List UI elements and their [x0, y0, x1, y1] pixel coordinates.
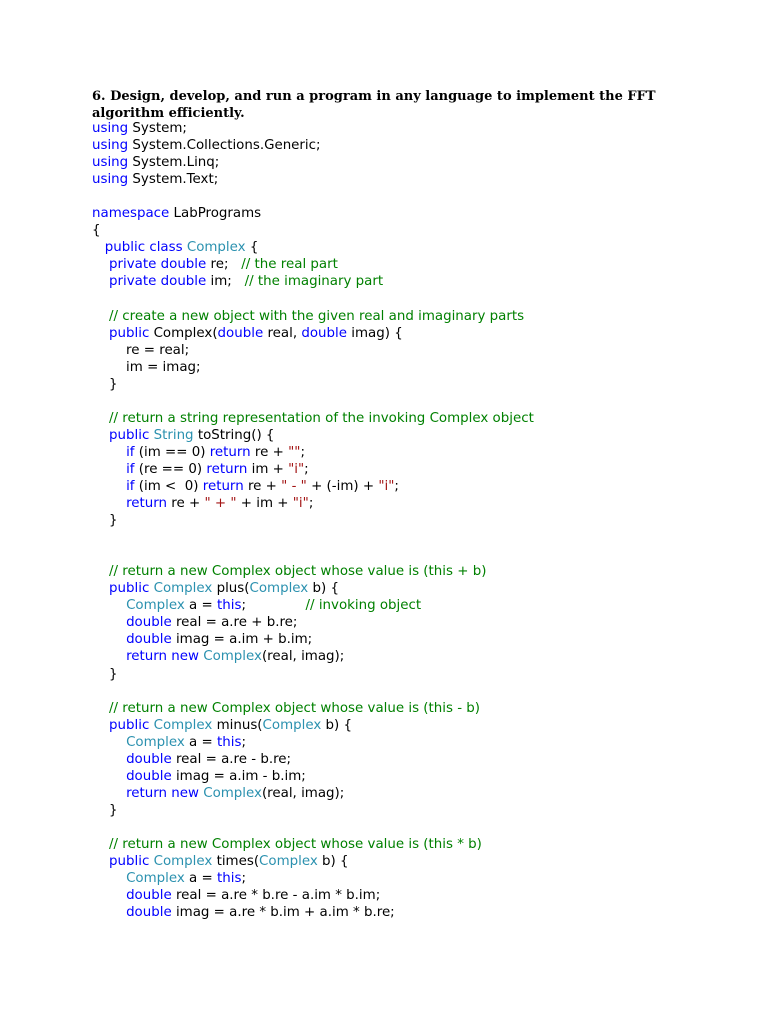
code-type: Complex	[249, 581, 309, 597]
code-text	[92, 718, 109, 733]
code-keyword: return	[209, 444, 251, 460]
code-keyword: this	[217, 871, 242, 887]
code-text	[92, 888, 126, 903]
code-keyword: public class	[104, 240, 183, 256]
code-text: imag = a.re * b.im + a.im * b.re;	[171, 905, 395, 921]
code-text	[92, 752, 126, 767]
code-line	[92, 410, 534, 427]
code-line	[92, 188, 534, 205]
code-text	[92, 581, 109, 596]
code-line	[92, 222, 534, 239]
code-text: minus(	[212, 717, 263, 733]
code-keyword: if	[126, 461, 135, 477]
code-line	[92, 853, 534, 870]
code-line	[92, 359, 534, 376]
code-line	[92, 427, 534, 444]
code-line	[92, 529, 534, 546]
code-line	[92, 785, 534, 802]
code-text	[92, 274, 109, 289]
code-line	[92, 171, 534, 188]
code-text	[92, 905, 126, 920]
code-line	[92, 768, 534, 785]
code-text: re +	[243, 478, 282, 494]
code-text: Complex(	[149, 325, 218, 341]
code-line	[92, 700, 534, 717]
code-text	[92, 786, 126, 801]
code-line	[92, 325, 534, 342]
code-text: toString() {	[193, 427, 275, 443]
code-type: Complex	[153, 581, 213, 597]
code-line	[92, 717, 534, 734]
code-keyword: using	[92, 172, 129, 188]
code-keyword: public	[109, 427, 150, 443]
code-text	[92, 649, 126, 664]
code-text	[92, 615, 126, 630]
code-text: ;	[241, 598, 306, 614]
code-text	[92, 769, 126, 784]
code-comment: // create a new object with the given real and imaginary parts	[109, 308, 525, 324]
code-line	[92, 137, 534, 154]
code-text	[92, 257, 109, 272]
code-line	[92, 308, 534, 325]
code-text: real = a.re * b.re - a.im * b.im;	[171, 888, 381, 904]
code-comment: // the real part	[241, 257, 338, 273]
code-keyword: if	[126, 478, 135, 494]
code-text: ;	[241, 734, 246, 750]
code-keyword: double	[126, 632, 172, 648]
code-line	[92, 887, 534, 904]
code-text: ;	[241, 871, 246, 887]
code-text: + (-im) +	[306, 478, 379, 494]
code-line	[92, 819, 534, 836]
code-line	[92, 734, 534, 751]
code-text: plus(	[212, 581, 250, 597]
code-text	[92, 564, 109, 579]
code-line	[92, 478, 534, 495]
code-text: }	[92, 802, 118, 818]
code-text: System.Text;	[128, 172, 219, 188]
code-line	[92, 444, 534, 461]
code-type: Complex	[203, 785, 262, 801]
code-text	[92, 411, 109, 426]
code-text	[92, 632, 126, 647]
code-text: + im +	[236, 496, 293, 512]
code-type: Complex	[259, 854, 318, 870]
code-text: ;	[394, 478, 399, 494]
code-keyword: double	[126, 888, 172, 904]
code-line	[92, 256, 534, 273]
code-text: im;	[206, 274, 245, 290]
code-text: }	[92, 666, 118, 682]
code-line	[92, 904, 534, 921]
code-text: imag) {	[346, 325, 403, 341]
code-line	[92, 273, 534, 290]
code-line	[92, 614, 534, 631]
code-keyword: public	[109, 581, 150, 597]
code-text: imag = a.im - b.im;	[171, 768, 306, 784]
code-text	[92, 309, 109, 324]
code-keyword: this	[217, 734, 242, 750]
code-line	[92, 648, 534, 665]
code-text: {	[92, 223, 101, 239]
code-keyword: double	[126, 615, 172, 631]
code-type: Complex	[126, 734, 185, 750]
code-text	[92, 598, 126, 613]
code-type: Complex	[153, 854, 213, 870]
code-line	[92, 580, 534, 597]
code-line	[92, 751, 534, 768]
code-keyword: private double	[109, 274, 207, 290]
code-line	[92, 597, 534, 614]
code-comment: // return a new Complex object whose value is (this * b)	[109, 836, 482, 852]
code-string: "i"	[288, 461, 305, 477]
code-string: " - "	[281, 478, 307, 494]
code-type: Complex	[203, 649, 262, 665]
code-comment: // return a new Complex object whose value is (this - b)	[109, 700, 481, 716]
code-keyword: return new	[126, 785, 199, 801]
code-type: Complex	[262, 717, 322, 733]
code-type: String	[153, 427, 194, 443]
code-text: System.Linq;	[128, 155, 220, 171]
code-line	[92, 290, 534, 307]
code-text	[92, 701, 109, 716]
code-type: Complex	[126, 871, 185, 887]
code-line	[92, 461, 534, 478]
code-string: "i"	[292, 496, 309, 512]
code-text: ;	[308, 496, 314, 512]
code-text: {	[245, 240, 259, 256]
code-keyword: double	[126, 768, 172, 784]
code-line	[92, 495, 534, 512]
code-text: im = imag;	[92, 359, 201, 375]
code-text: b) {	[317, 854, 349, 870]
code-text	[92, 462, 126, 477]
code-text: a =	[184, 734, 217, 750]
code-keyword: if	[126, 444, 135, 460]
code-text	[92, 326, 109, 341]
code-keyword: public	[109, 854, 150, 870]
code-keyword: return	[202, 478, 244, 494]
code-keyword: double	[217, 325, 264, 341]
code-text: real = a.re - b.re;	[171, 751, 292, 767]
code-text: b) {	[308, 581, 339, 597]
code-text: b) {	[321, 717, 353, 733]
code-text: }	[92, 513, 118, 529]
code-keyword: public	[109, 717, 150, 733]
code-text: System.Collections.Generic;	[128, 138, 321, 154]
code-line	[92, 563, 534, 580]
code-comment: // the imaginary part	[244, 274, 384, 290]
code-text: (im == 0)	[134, 444, 210, 460]
code-text: real = a.re + b.re;	[171, 615, 298, 631]
code-text	[92, 240, 105, 255]
code-text: }	[92, 376, 118, 392]
code-text	[92, 479, 126, 494]
code-line	[92, 870, 534, 887]
code-text: re = real;	[92, 342, 190, 358]
code-text: re +	[250, 444, 289, 460]
code-line	[92, 802, 534, 819]
code-keyword: using	[92, 121, 129, 136]
code-keyword: using	[92, 155, 129, 171]
code-text: times(	[212, 854, 260, 870]
code-comment: // return a string representation of the invoking Complex object	[109, 410, 534, 426]
code-text: (real, imag);	[261, 785, 345, 801]
code-keyword: public	[109, 325, 150, 341]
code-text: (im < 0)	[134, 478, 203, 494]
code-line	[92, 393, 534, 410]
code-text: re +	[167, 496, 205, 512]
code-text: real,	[263, 325, 302, 341]
code-line	[92, 512, 534, 529]
code-text: ;	[300, 444, 305, 460]
code-text	[92, 871, 126, 886]
code-line	[92, 342, 534, 359]
code-keyword: this	[217, 598, 242, 614]
code-keyword: double	[126, 751, 172, 767]
code-text	[92, 445, 126, 460]
code-keyword: namespace	[92, 206, 170, 222]
code-keyword: return new	[126, 649, 199, 665]
code-line	[92, 239, 534, 256]
code-text	[92, 735, 126, 750]
code-text: re;	[206, 257, 242, 273]
code-comment: // return a new Complex object whose value is (this + b)	[109, 564, 487, 580]
code-line	[92, 546, 534, 563]
code-line	[92, 205, 534, 222]
code-keyword: private double	[109, 257, 207, 273]
code-keyword: double	[301, 325, 347, 341]
code-text: (re == 0)	[134, 461, 207, 477]
code-type: Complex	[153, 717, 213, 733]
code-line	[92, 836, 534, 853]
code-text: LabPrograms	[169, 206, 262, 222]
code-text: ;	[304, 461, 309, 477]
question-heading: 6. Design, develop, and run a program in any language to implement the FFT algorithm efficiently.	[92, 89, 656, 121]
code-type: Complex	[186, 240, 246, 256]
code-text: (real, imag);	[261, 649, 345, 665]
code-type: Complex	[126, 598, 185, 614]
code-string: ""	[288, 444, 301, 460]
code-line	[92, 631, 534, 648]
code-keyword: using	[92, 138, 129, 154]
code-keyword: double	[126, 905, 172, 921]
code-keyword: return	[126, 496, 168, 512]
code-line	[92, 376, 534, 393]
code-string: "i"	[378, 478, 395, 494]
code-text: System;	[128, 121, 187, 136]
code-keyword: return	[206, 461, 248, 477]
code-line	[92, 154, 534, 171]
code-text	[92, 837, 109, 852]
code-line	[92, 666, 534, 683]
code-text	[92, 854, 109, 869]
code-text: a =	[184, 598, 217, 614]
code-listing	[92, 120, 534, 921]
code-text	[92, 496, 126, 511]
code-text: a =	[184, 871, 217, 887]
code-text	[92, 428, 109, 443]
code-comment: // invoking object	[305, 598, 422, 614]
code-line	[92, 120, 534, 137]
code-text: im +	[247, 461, 289, 477]
code-line	[92, 683, 534, 700]
code-text: imag = a.im + b.im;	[171, 632, 313, 648]
code-string: " + "	[204, 496, 237, 512]
